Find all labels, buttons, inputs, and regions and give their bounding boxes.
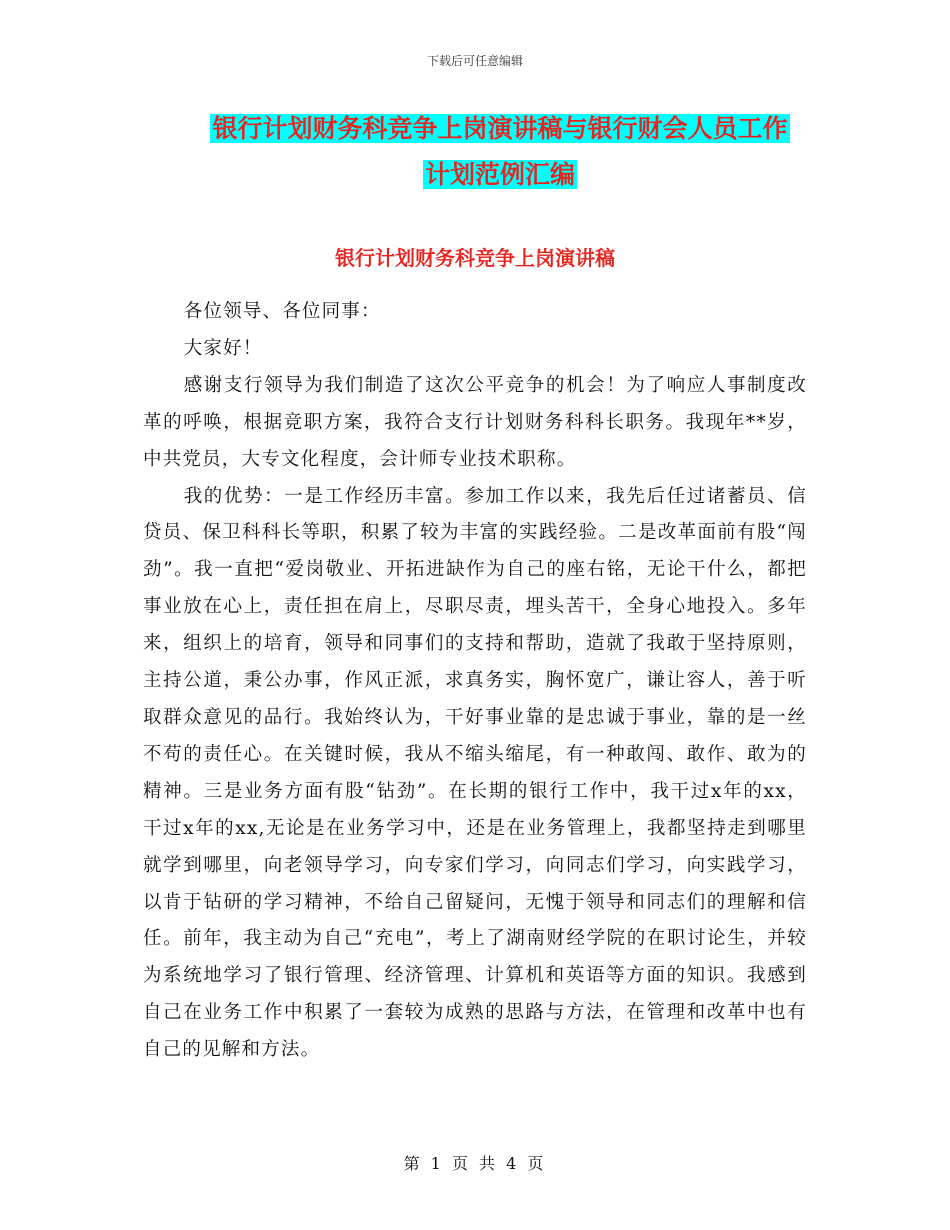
document-title — [150, 106, 850, 198]
document-title-line1: 银行计划财务科竞争上岗演讲稿与银行财会人员工作 — [212, 114, 788, 143]
document-body — [143, 294, 807, 1069]
greeting: 大家好！ — [183, 337, 263, 359]
document-title-line2: 计划范例汇编 — [424, 160, 575, 189]
section-title: 银行计划财务科竞争上岗演讲稿 — [335, 246, 615, 270]
body-paragraph: 我的优势：一是工作经历丰富。参加工作以来，我先后任过诸蓄员、信贷员、保卫科科长等职，积累了较为丰富的实践经验。二是改革面前有股“闯劲”。我一直把“爱岗敬业、开拓进缺作为自己的座右铭，无论干什么，都把事业放在心上，责任担在肩上，尽职尽责，埋头苦干，全身心地投入。多年来，组织上的培育，领导和同事们的支持和帮助，造就了我敢于坚持原则，主持公道，秉公办事，作风正派，求真务实，胸怀宽广，谦让容人，善于听取群众意见的品行。我始终认为，干好事业靠的是忠诚于事业，靠的是一丝不苟的责任心。在关键时候，我从不缩头缩尾，有一种敢闯、敢作、敢为的精神。三是业务方面有股“钻劲”。在长期的银行工作中，我干过x年的xx，干过x年的xx,无论是在业务学习中，还是在业务管理上，我都坚持走到哪里就学到哪里，向老领导学习，向专家们学习，向同志们学习，向实践学习，以肯于钻研的学习精神，不给自己留疑问，无愧于领导和同志们的理解和信任。前年，我主动为自己“充电”，考上了湖南财经学院的在职讨论生，并较为系统地学习了银行管理、经济管理、计算机和英语等方面的知识。我感到自己在业务工作中积累了一套较为成熟的思路与方法，在管理和改革中也有自己的见解和方法。 — [143, 485, 807, 1061]
header-note: 下载后可任意编辑 — [426, 54, 523, 68]
body-paragraph: 感谢支行领导为我们制造了这次公平竞争的机会！为了响应人事制度改革的呼唤，根据竞职方案，我符合支行计划财务科科长职务。我现年**岁，中共党员，大专文化程度，会计师专业技术职称。 — [143, 374, 807, 470]
salutation: 各位领导、各位同事： — [183, 301, 381, 322]
page-footer: 第 1 页 共 4 页 — [403, 1154, 547, 1173]
